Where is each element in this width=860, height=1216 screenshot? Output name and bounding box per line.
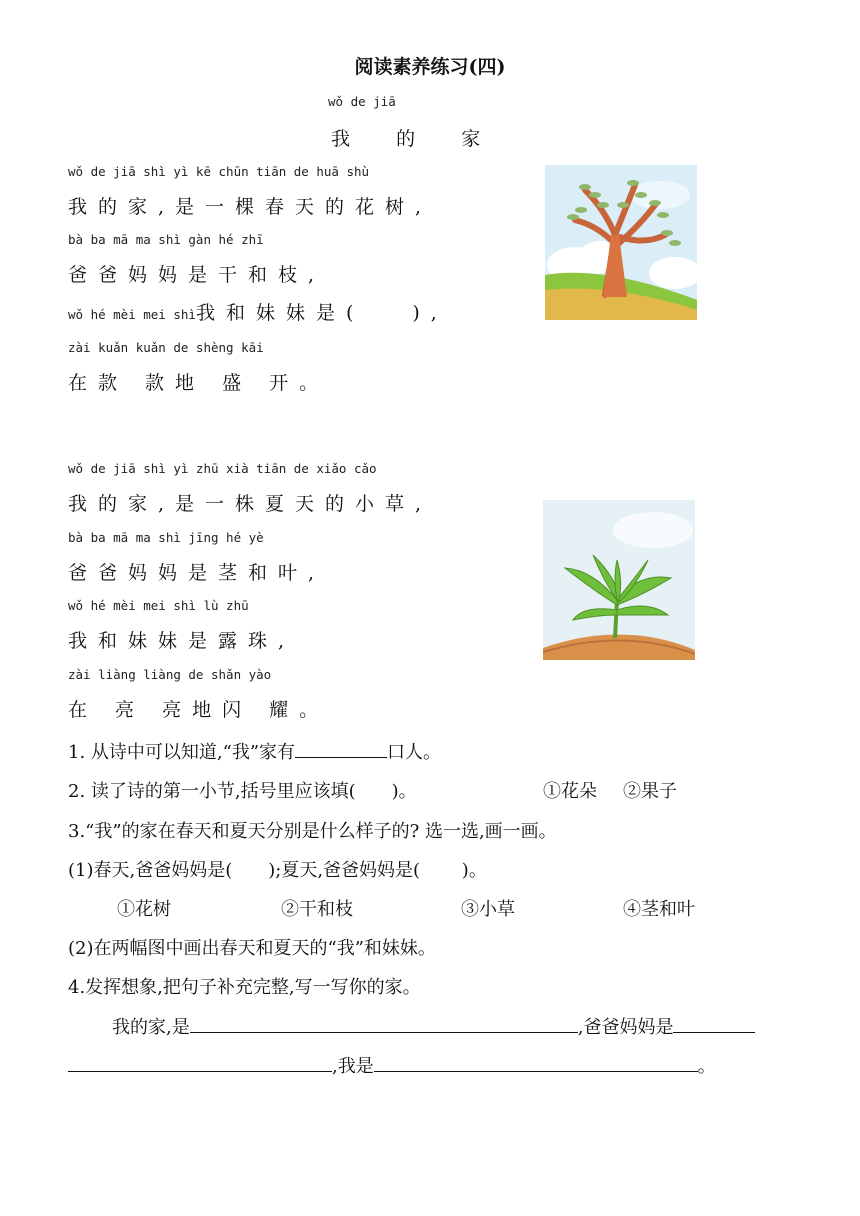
question-3-1: (1)春天,爸爸妈妈是( );夏天,爸爸妈妈是( )。: [68, 860, 487, 881]
stanza2-line3: 我和妹妹是露珠,: [68, 630, 296, 652]
answer-blank-home[interactable]: [190, 1014, 578, 1033]
answer-blank-me[interactable]: [374, 1053, 698, 1072]
question-3-option-3[interactable]: ③小草: [461, 899, 515, 920]
page-title: 阅读素养练习(四): [354, 56, 506, 78]
poem-title-char: 我: [331, 128, 351, 150]
question-4-line-1: [112, 1013, 755, 1039]
stanza1-line1-pinyin: wǒ de jiā shì yì kē chūn tiān de huā shù: [68, 164, 370, 179]
question-1: [68, 738, 441, 764]
stanza2-line4: 在 亮 亮地闪 耀。: [68, 699, 330, 721]
answer-blank-parents-a[interactable]: [673, 1014, 755, 1033]
question-3-option-1[interactable]: ①花树: [117, 899, 171, 920]
stanza2-line2-pinyin: bà ba mā ma shì jīng hé yè: [68, 530, 264, 545]
poem-title-pinyin: wǒ de jiā: [328, 94, 396, 109]
poem-title: [331, 124, 480, 151]
question-3: 3.“我”的家在春天和夏天分别是什么样子的? 选一选,画一画。: [68, 821, 557, 842]
stanza1-line3-pinyin: wǒ hé mèi mei shì: [68, 307, 196, 322]
answer-blank-parents-b[interactable]: [68, 1053, 332, 1072]
question-4-prompt-a: 我的家,是: [112, 1017, 190, 1038]
question-1-text-end: 口人。: [387, 742, 442, 763]
stanza1-line4: 在款 款地 盛 开。: [68, 372, 330, 394]
question-3-option-4[interactable]: ④茎和叶: [623, 899, 695, 920]
stanza2-line1-pinyin: wǒ de jiā shì yì zhū xià tiān de xiǎo cǎo: [68, 461, 377, 476]
stanza1-line1: 我的家,是一棵春天的花树,: [68, 196, 433, 218]
question-2-option-2[interactable]: ②果子: [623, 781, 677, 802]
question-4: 4.发挥想象,把句子补充完整,写一写你的家。: [68, 977, 421, 998]
question-2: 2. 读了诗的第一小节,括号里应该填( )。: [68, 781, 417, 802]
stanza1-line4-pinyin: zài kuǎn kuǎn de shèng kāi: [68, 340, 264, 355]
question-4-prompt-c: ,我是: [332, 1056, 374, 1077]
stanza1-line3-end: ),: [412, 302, 448, 324]
poem-title-char: 家: [461, 128, 481, 150]
answer-blank-1[interactable]: [295, 739, 387, 758]
question-3-option-2[interactable]: ②干和枝: [281, 899, 353, 920]
stanza1-line3-text: 我和妹妹是(: [195, 302, 365, 324]
question-2-option-1[interactable]: ①花朵: [543, 781, 597, 802]
poem-title-char: 的: [396, 128, 416, 150]
question-1-text: 1. 从诗中可以知道,“我”家有: [68, 742, 296, 763]
stanza1-line3: [68, 298, 448, 325]
stanza2-line2: 爸爸妈妈是茎和叶,: [68, 562, 326, 584]
question-3-2: (2)在两幅图中画出春天和夏天的“我”和妹妹。: [68, 938, 436, 959]
stanza1-line2: 爸爸妈妈是干和枝,: [68, 264, 326, 286]
question-4-line-2: [68, 1052, 716, 1078]
stanza2-line1: 我的家,是一株夏天的小草,: [68, 493, 433, 515]
question-4-prompt-b: ,爸爸妈妈是: [577, 1017, 674, 1038]
spring-tree-image: [545, 165, 697, 320]
stanza1-line2-pinyin: bà ba mā ma shì gàn hé zhī: [68, 232, 264, 247]
summer-grass-image: [543, 500, 695, 660]
stanza2-line4-pinyin: zài liàng liàng de shǎn yào: [68, 667, 272, 682]
question-4-prompt-d: 。: [697, 1056, 716, 1077]
stanza2-line3-pinyin: wǒ hé mèi mei shì lù zhū: [68, 598, 249, 613]
